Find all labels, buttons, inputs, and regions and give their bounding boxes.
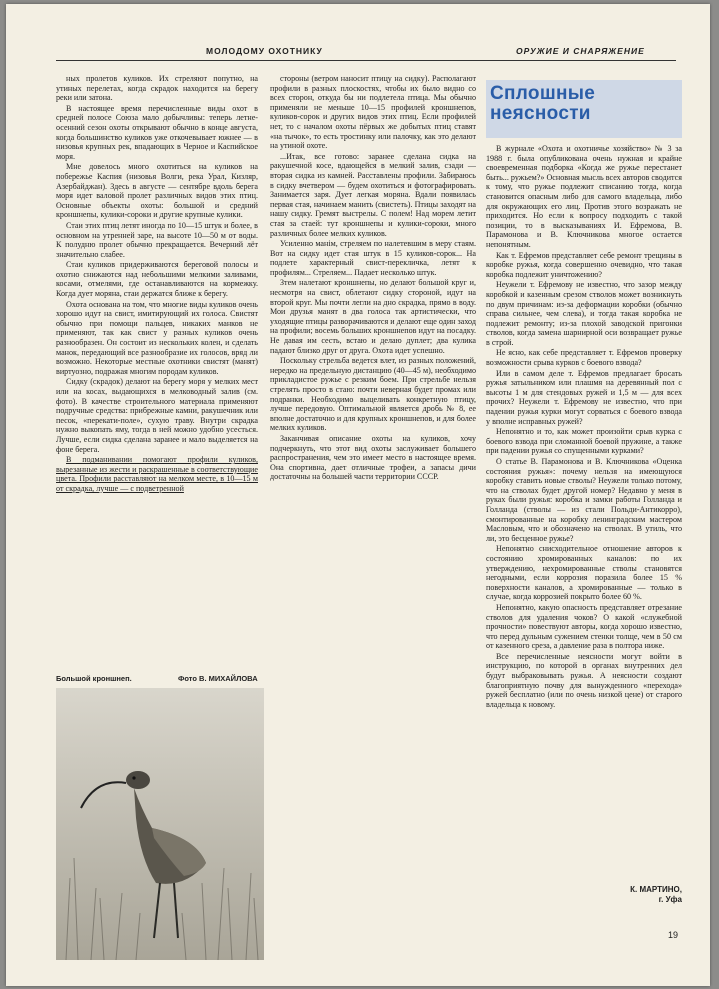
article-title: Сплошные неясности: [490, 83, 596, 124]
paragraph: Как т. Ефремов представляет себе ремонт трещины в коробке ружья, когда совершенно очевидно, что такая коробка подлежит уничтожению?: [486, 250, 682, 279]
paragraph: ...Итак, все готово: заранее сделана сидка на ракушечной косе, вдающейся в мелкий залив, сзади — вторая сидка из камней. Расставлены профили. Забираюсь в сидку вчетвером — будем охотиться и фотографировать. Занимается заря. Дует легкая моряна. Вдали появилась первая стая, начинаем манить (свистеть). Птицы заходят на нашу сидку. Гремят выстрелы. С полем! Над морем летит стая за стаей: тут кроншнепы и кулики-сороки, много различных более мелких куликов.: [270, 151, 476, 238]
paragraph: В журнале «Охота и охотничье хозяйство» № 3 за 1988 г. была опубликована очень нужная и крайне своевременная подборка «Когда же ружье перестанет быть... ружьем?» Основная мысль всех авторов сводится к тому, что ружье подлежит списанию тогда, когда становится опасным либо для самого владельца, либо для окружающих его лиц. Против этого возражать не приходится. Но если к вопросу подходить с такой позиции, то в высказываниях И. Ефремова, В. Парамонова и В. Ключникова многое остается непонятным.: [486, 144, 682, 249]
paragraph: Стаи этих птиц летят иногда по 10—15 штук и более, в основном на утренней заре, на высоте 10—50 м от воды. К полудню пролет обычно прекращается. Вечерний лёт значительно слабее.: [56, 220, 258, 259]
paragraph: Непонятно, какую опасность представляет отрезание стволов для удаления чоков? О какой «служебной прочности» повествуют авторы, когда хорошо известно, что перед дульным сужением стенки толще, чем в 50 см от казенного среза, а давление раза в полтора ниже.: [486, 602, 682, 651]
author-signature: [566, 885, 682, 905]
paragraph: Не ясно, как себе представляет т. Ефремов проверку возможности срыва курков с боевого взвода?: [486, 348, 682, 368]
paragraph: Непонятно снисходительное отношение авторов к состоянию хромированных каналов: по их утверждению, нехромированные стволы становятся негодными, если коррозия поразила более 15 % поверхности каналов, а хромированные — только в случае, когда коррозией покрыто более 60 %.: [486, 544, 682, 602]
paragraph: стороны (ветром наносит птицу на сидку). Располагают профили в разных плоскостях, чтобы их было видно со всех сторон, откуда бы ни подлетела птица. Мы обычно применяли не меньше 10—15 профилей кроншнепов, куликов-сорок и других видов этих птиц. Если профилей нет, то с началом охоты пёрвых же добытых птиц ставят «на тычок», то есть тростинку или палочку, как это делают на утиной охоте.: [270, 74, 476, 151]
paragraph: Или в самом деле т. Ефремов предлагает бросать ружья затыльником или плашмя на деревянный пол с высоты 1 м для стендовых ружей и 1,5 м — для всех прочих? Неужели т. Ефремову не известно, что при падении ружья курки могут сорваться с боевого взвода у вполне исправных ружей?: [486, 368, 682, 426]
page-number: 19: [668, 930, 679, 940]
author-name: К. МАРТИНО,: [630, 885, 682, 894]
paragraph: Неужели т. Ефремову не известно, что зазор между коробкой и казенным срезом стволов может возникнуть по двум причинам: из-за деформации коробки (обычно справа сильнее, чем слева), и тогда такая коробка не подлежит ремонту; из-за плохой заводской пригонки стволов, когда замена шарнирной оси возвращает ружье в строй.: [486, 280, 682, 347]
author-city: г. Уфа: [658, 895, 682, 904]
paragraph: О статье В. Парамонова и В. Ключникова «Оценка состояния ружья»: почему нельзя на имеющуюся коробку ставить новые стволы? Неужели только потому, что на стволах будет другой номер? Недавно у меня в руках были ружья: коробка и замки работы Голланда и Голланда (стволы — из стали Польди-Антикорро), смонтированные на коробку ленинградским мастером Масловым, что и обозначено на стволах. В утиль, что ли, это бесценное ружье?: [486, 457, 682, 543]
photo-caption: Большой кроншнеп.: [56, 674, 132, 683]
paragraph: Сидку (скрадок) делают на берегу моря у мелких мест или на косах, выдающихся в мелководный залив (см. фото). В качестве строительного материала применяют подручные средства: прибрежные камни, ракушечник или песок, «перекати-поле», сухую траву. Внутри скрадка нужно выкопать яму, тогда в ней можно удобно усесться. Лучше, если сидка сделана заранее и мало выделяется на фоне берега.: [56, 377, 258, 454]
section-header-right: ОРУЖИЕ И СНАРЯЖЕНИЕ: [516, 46, 645, 56]
paragraph: В настоящее время перечисленные виды охот в средней полосе Союза мало добычливы: теперь летне-осенний сезон охоты открывают обычно в конце августа, когда большинство куликов уже откочевывает южнее — в низовья крупных рек, впадающих в Черное и Каспийское моря.: [56, 103, 258, 161]
paragraph: Усиленно манім, стреляем по налетевшим в меру стаям. Вот на сидку идет стая штук в 15 куликов-сорок... На подлете характерный свист-перекличка, летят к профилям... Стреляем... Падает несколько штук.: [270, 239, 476, 277]
paragraph: Мне довелось много охотиться на куликов на побережье Каспия (низовья Волги, река Урал, Кизляр, Азербайджан). Здесь в августе — сентябре вдоль берега моря идет валовой пролет различных видов этих птиц. Основные объекты охоты: большой и средний кроншнепы, кулики-сороки и другие крупные кулики.: [56, 162, 258, 220]
article-title-box: [486, 80, 682, 138]
paragraph-underlined: В подманивании помогают профили куликов, вырезанные из жести и раскрашенные в соответствующие цвета. Профили расставляют на мелком месте, в 10—15 м от скрадка, лучше — с подветренной: [56, 455, 258, 493]
article-column-2: [270, 74, 476, 762]
curlew-illustration: [56, 688, 264, 960]
paragraph: Зтем налетают кроншнепы, но делают большой круг и, несмотря на свист, облетают сидку стороной, идут на второй круг. Мы почти легли на дно скрадка, прямо в воду. Мои друзья манят в два голоса так артистически, что уходящие птицы разворачиваются и делают еще один заход на профили; восемь больших кроншнепов идут на посадку. Не давая им сесть, встаю и делаю дуплет; два кулика падают близко друг от друга. Охота идет успешно.: [270, 278, 476, 355]
paragraph: Стаи куликов придерживаются береговой полосы и охотно снижаются над небольшими мелкими заливами, косами, отмелями, где останавливаются на кормежку. Когда дует моряна, стаи держатся ближе к берегу.: [56, 260, 258, 299]
article-column-3: [486, 144, 682, 874]
paragraph: ных пролетов куликов. Их стреляют попутно, на утиных перелетах, когда скрадок находится на берегу реки или затона.: [56, 74, 258, 103]
paragraph: Заканчивая описание охоты на куликов, хочу подчеркнуть, что этот вид охоты заслуживает большего распространения, чем это имеет место в настоящее время. Она спортивна, дает отличные трофеи, а запасы дичи достаточны на большей части территории СССР.: [270, 433, 476, 482]
paragraph: Непонятно и то, как может произойти срыв курка с боевого взвода при сломанной боевой пружине, а также при падении ружья со спущенными курками?: [486, 427, 682, 456]
header-divider: [56, 60, 676, 61]
paragraph: Поскольку стрельба ведется влет, из разных положений, нередко на предельную дистанцию (40—45 м), необходимо прикладистое ружье с резким боем. При стрельбе нельзя стрелять просто в стаю: почти неверная будет промах или подранки. Необходимо выцеливать конкретную птицу, лучше передовую. Оптимальной является дробь № 8, ее вполне достаточно и для крупных кроншнепов, и для более мелких куликов.: [270, 356, 476, 433]
magazine-page: [6, 4, 710, 986]
paragraph: Все перечисленные неясности могут войти в инструкцию, по которой в органах внутренних дел будут выбраковывать ружья. А неясности создают благоприятную почву для вынужденного «перехода» ружей бесплатно (или по очень низкой цене) от старого владельца к новому.: [486, 651, 682, 709]
section-header-left: МОЛОДОМУ ОХОТНИКУ: [206, 46, 323, 56]
photo-credit: Фото В. МИХАЙЛОВА: [178, 674, 258, 683]
paragraph: Охота основана на том, что многие виды куликов очень хорошо идут на свист, имитирующий их голоса. Свистят обычно при помощи пальцев, никаких манков не применяют, так как свист у разных куликов очень разнообразен. Он состоит из нескольких колен, и сделать манок, передающий все разнообразие их голосов, вряд ли возможно. Некоторые местные охотники свистят (манят) виртуозно, подражая многим породам куликов.: [56, 299, 258, 376]
curlew-photo: [56, 688, 264, 960]
article-column-1: [56, 74, 258, 667]
